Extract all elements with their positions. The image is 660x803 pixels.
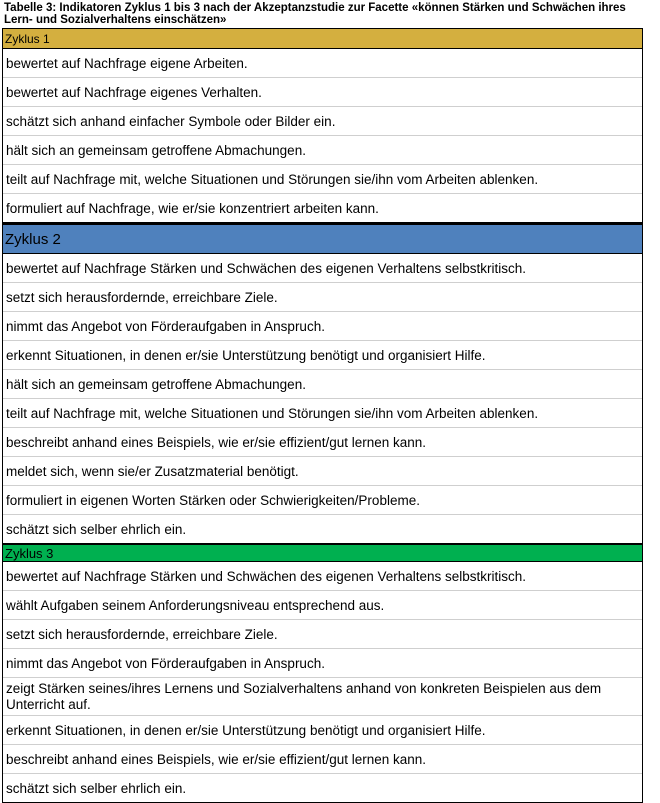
row-text: bewertet auf Nachfrage Stärken und Schwächen des eigenen Verhaltens selbstkritisch.	[6, 260, 527, 276]
table-row	[3, 515, 642, 544]
row-text: setzt sich herausfordernde, erreichbare Ziele.	[6, 626, 278, 642]
table-row	[3, 254, 642, 283]
row-text: erkennt Situationen, in denen er/sie Unterstützung benötigt und organisiert Hilfe.	[6, 347, 486, 363]
table-row	[3, 341, 642, 370]
table-row	[3, 107, 642, 136]
section-zyklus-2	[3, 223, 642, 544]
table-row	[3, 165, 642, 194]
row-text: nimmt das Angebot von Förderaufgaben in Anspruch.	[6, 655, 325, 671]
table-row	[3, 428, 642, 457]
table-row	[3, 49, 642, 78]
section-header-zyklus-2: Zyklus 2	[3, 223, 642, 254]
table-row	[3, 399, 642, 428]
table-row	[3, 78, 642, 107]
table-row	[3, 283, 642, 312]
row-text: wählt Aufgaben seinem Anforderungsniveau entsprechend aus.	[6, 597, 385, 613]
row-text: hält sich an gemeinsam getroffene Abmachungen.	[6, 142, 306, 158]
section-zyklus-3	[3, 544, 642, 803]
table-row	[3, 194, 642, 223]
table-row	[3, 457, 642, 486]
table-row	[3, 591, 642, 620]
table-row	[3, 136, 642, 165]
section-header-zyklus-1: Zyklus 1	[3, 28, 642, 49]
section-header-zyklus-3: Zyklus 3	[3, 544, 642, 562]
row-text: setzt sich herausfordernde, erreichbare Ziele.	[6, 289, 278, 305]
row-text: teilt auf Nachfrage mit, welche Situationen und Störungen sie/ihn vom Arbeiten ablenken.	[6, 171, 539, 187]
row-text: bewertet auf Nachfrage eigene Arbeiten.	[6, 55, 248, 71]
table-row	[3, 562, 642, 591]
section-zyklus-1	[3, 28, 642, 223]
row-text: beschreibt anhand eines Beispiels, wie er/sie effizient/gut lernen kann.	[6, 751, 427, 767]
row-text: formuliert auf Nachfrage, wie er/sie konzentriert arbeiten kann.	[6, 200, 379, 216]
table-row	[3, 312, 642, 341]
table-row	[3, 649, 642, 678]
row-text: zeigt Stärken seines/ihres Lernens und Sozialverhaltens anhand von konkreten Beispielen aus dem Unterricht auf.	[6, 680, 602, 712]
row-text: schätzt sich anhand einfacher Symbole oder Bilder ein.	[6, 113, 336, 129]
table-row	[3, 620, 642, 649]
table-row	[3, 716, 642, 745]
row-text: formuliert in eigenen Worten Stärken oder Schwierigkeiten/Probleme.	[6, 492, 420, 508]
table-row	[3, 678, 642, 716]
row-text: bewertet auf Nachfrage eigenes Verhalten.	[6, 84, 262, 100]
row-text: meldet sich, wenn sie/er Zusatzmaterial benötigt.	[6, 463, 299, 479]
row-text: beschreibt anhand eines Beispiels, wie er/sie effizient/gut lernen kann.	[6, 434, 427, 450]
indicator-table	[2, 28, 643, 803]
row-text: bewertet auf Nachfrage Stärken und Schwächen des eigenen Verhaltens selbstkritisch.	[6, 568, 527, 584]
table-row	[3, 486, 642, 515]
row-text: erkennt Situationen, in denen er/sie Unterstützung benötigt und organisiert Hilfe.	[6, 722, 486, 738]
table-caption: Tabelle 3: Indikatoren Zyklus 1 bis 3 nach der Akzeptanzstudie zur Facette «können Stärken und Schwächen ihres Lern- und Sozialverhaltens einschätzen»	[4, 2, 626, 26]
table-row	[3, 774, 642, 803]
row-text: nimmt das Angebot von Förderaufgaben in Anspruch.	[6, 318, 325, 334]
table-row	[3, 370, 642, 399]
row-text: schätzt sich selber ehrlich ein.	[6, 521, 187, 537]
row-text: teilt auf Nachfrage mit, welche Situationen und Störungen sie/ihn vom Arbeiten ablenken.	[6, 405, 539, 421]
row-text: hält sich an gemeinsam getroffene Abmachungen.	[6, 376, 306, 392]
row-text: schätzt sich selber ehrlich ein.	[6, 780, 187, 796]
table-row	[3, 745, 642, 774]
